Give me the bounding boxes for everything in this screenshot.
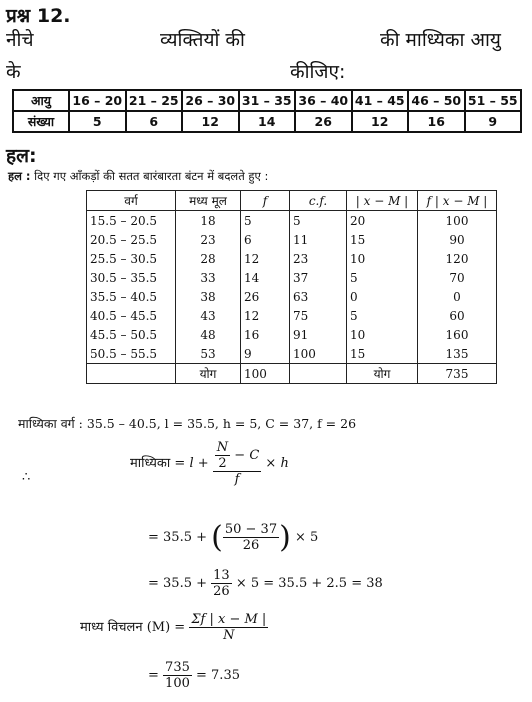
table-cell: 120 — [418, 249, 497, 268]
table-cell: 53 — [176, 344, 241, 364]
table-cell: 60 — [418, 306, 497, 325]
step1-numerator: 50 − 37 — [224, 522, 278, 537]
table-cell: 160 — [418, 325, 497, 344]
table-cell: 15.5 – 20.5 — [87, 211, 176, 231]
age-cell: 16 – 20 — [69, 90, 126, 111]
median-step-1 — [148, 520, 318, 555]
median-class-label: माध्यिका वर्ग : — [18, 416, 83, 431]
table-cell: 10 — [347, 249, 418, 268]
age-row — [13, 90, 521, 111]
step1-denominator: 26 — [242, 538, 260, 553]
frequency-table-footer — [87, 364, 497, 384]
table-cell: 20 — [347, 211, 418, 231]
median-formula — [130, 440, 289, 487]
table-cell: 15 — [347, 230, 418, 249]
table-cell: 100 — [418, 211, 497, 231]
count-cell: 14 — [239, 111, 296, 132]
count-row — [13, 111, 521, 132]
table-cell: 16 — [241, 325, 290, 344]
footer-total-label: योग — [176, 364, 241, 384]
table-cell: 5 — [347, 268, 418, 287]
table-cell: 45.5 – 50.5 — [87, 325, 176, 344]
age-cell: 36 – 40 — [295, 90, 352, 111]
formula-two: 2 — [218, 456, 227, 471]
table-cell: 30.5 – 35.5 — [87, 268, 176, 287]
table-cell: 12 — [241, 306, 290, 325]
table-row — [87, 325, 497, 344]
formula-f: f — [234, 472, 240, 487]
formula-times-h: × h — [265, 456, 289, 471]
table-row — [87, 211, 497, 231]
table-cell: 43 — [176, 306, 241, 325]
final-numerator: 735 — [165, 660, 190, 675]
footer-total-deviation: 735 — [418, 364, 497, 384]
step1-prefix: = 35.5 + — [148, 530, 207, 545]
formula-numerator — [213, 440, 262, 472]
table-cell: 9 — [241, 344, 290, 364]
age-cell: 41 – 45 — [352, 90, 409, 111]
age-cell: 26 – 30 — [182, 90, 239, 111]
col-header-deviation: | x − M | — [347, 191, 418, 211]
question-text-line1-left: नीचे — [6, 29, 34, 51]
table-cell: 14 — [241, 268, 290, 287]
table-cell: 37 — [290, 268, 347, 287]
therefore-symbol: ∴ — [22, 470, 31, 485]
table-cell: 48 — [176, 325, 241, 344]
table-cell: 6 — [241, 230, 290, 249]
final-prefix: = — [148, 668, 159, 683]
table-cell: 20.5 – 25.5 — [87, 230, 176, 249]
count-cell: 5 — [69, 111, 126, 132]
table-cell: 5 — [241, 211, 290, 231]
mad-numerator: Σf | x − M | — [191, 612, 267, 627]
solution-intro-bold: हल : — [8, 169, 31, 183]
footer-total-frequency: 100 — [241, 364, 290, 384]
footer-cell — [290, 364, 347, 384]
table-row — [87, 268, 497, 287]
age-cell: 21 – 25 — [126, 90, 183, 111]
col-header-weighted-deviation: f | x − M | — [418, 191, 497, 211]
final-suffix: = 7.35 — [196, 668, 240, 683]
formula-l: l + — [189, 456, 209, 471]
table-cell: 75 — [290, 306, 347, 325]
count-cell: 6 — [126, 111, 183, 132]
table-cell: 12 — [241, 249, 290, 268]
table-cell: 28 — [176, 249, 241, 268]
question-text-line1-right: की माध्यिका आयु — [380, 29, 501, 51]
step2-fraction — [211, 568, 232, 599]
final-denominator: 100 — [165, 676, 190, 691]
table-cell: 0 — [347, 287, 418, 306]
table-cell: 15 — [347, 344, 418, 364]
age-header: आयु — [13, 90, 69, 111]
table-cell: 10 — [347, 325, 418, 344]
n-over-2 — [215, 440, 230, 471]
col-header-midpoint: मध्य मूल — [176, 191, 241, 211]
age-cell: 46 – 50 — [408, 90, 465, 111]
table-cell: 63 — [290, 287, 347, 306]
table-cell: 0 — [418, 287, 497, 306]
count-cell: 16 — [408, 111, 465, 132]
frequency-table-body — [87, 211, 497, 364]
table-cell: 11 — [290, 230, 347, 249]
mad-label: माध्य विचलन (M) = — [80, 620, 186, 635]
table-cell: 26 — [241, 287, 290, 306]
table-cell: 5 — [290, 211, 347, 231]
count-cell: 9 — [465, 111, 522, 132]
final-fraction — [163, 660, 192, 691]
col-header-class: वर्ग — [87, 191, 176, 211]
footer-cell — [87, 364, 176, 384]
table-row — [87, 344, 497, 364]
table-cell: 40.5 – 45.5 — [87, 306, 176, 325]
count-cell: 12 — [352, 111, 409, 132]
col-header-frequency: f — [241, 191, 290, 211]
solution-intro — [8, 169, 268, 184]
frequency-table — [86, 190, 497, 384]
formula-fraction — [213, 440, 262, 487]
median-label: माध्यिका = — [130, 456, 186, 471]
median-step-2 — [148, 568, 383, 599]
table-cell: 91 — [290, 325, 347, 344]
col-header-cumulative: c.f. — [290, 191, 347, 211]
mad-fraction — [189, 612, 268, 643]
table-row — [87, 249, 497, 268]
step2-prefix: = 35.5 + — [148, 576, 207, 591]
footer-total-label: योग — [347, 364, 418, 384]
question-text-line2-left: के — [6, 61, 21, 83]
step1-fraction — [223, 522, 279, 553]
frequency-table-header — [87, 191, 497, 211]
mad-denominator: N — [223, 628, 235, 643]
mean-deviation-result — [148, 660, 240, 691]
table-cell: 35.5 – 40.5 — [87, 287, 176, 306]
table-cell: 135 — [418, 344, 497, 364]
question-title: प्रश्न 12. — [6, 5, 71, 27]
table-cell: 33 — [176, 268, 241, 287]
table-cell: 5 — [347, 306, 418, 325]
table-cell: 38 — [176, 287, 241, 306]
solution-heading: हल: — [6, 145, 37, 167]
step2-numerator: 13 — [213, 568, 230, 583]
table-row — [87, 306, 497, 325]
step2-suffix: × 5 = 35.5 + 2.5 = 38 — [235, 576, 383, 591]
table-cell: 25.5 – 30.5 — [87, 249, 176, 268]
question-text-line2-right: कीजिए: — [290, 61, 346, 83]
table-row — [87, 230, 497, 249]
age-cell: 51 – 55 — [465, 90, 522, 111]
mean-deviation-formula — [80, 612, 268, 643]
formula-N: N — [216, 440, 229, 455]
table-cell: 23 — [290, 249, 347, 268]
step1-suffix: × 5 — [294, 530, 319, 545]
table-row — [87, 287, 497, 306]
table-cell: 100 — [290, 344, 347, 364]
table-cell: 18 — [176, 211, 241, 231]
right-paren: ) — [279, 520, 291, 555]
age-cell: 31 – 35 — [239, 90, 296, 111]
count-header: संख्या — [13, 111, 69, 132]
table-cell: 50.5 – 55.5 — [87, 344, 176, 364]
table-cell: 90 — [418, 230, 497, 249]
given-data-table — [12, 89, 522, 133]
count-cell: 26 — [295, 111, 352, 132]
median-class-line — [18, 415, 356, 432]
formula-minus-c: − C — [234, 448, 260, 463]
count-cell: 12 — [182, 111, 239, 132]
solution-intro-text: दिए गए आँकड़ों की सतत बारंबारता बंटन में बदलते हुए : — [34, 169, 269, 183]
question-text-line1-mid: व्यक्तियों की — [160, 29, 245, 51]
table-cell: 23 — [176, 230, 241, 249]
table-cell: 70 — [418, 268, 497, 287]
median-class-values: 35.5 – 40.5, l = 35.5, h = 5, C = 37, f = 26 — [86, 416, 357, 431]
step2-denominator: 26 — [213, 584, 230, 599]
left-paren: ( — [211, 520, 223, 555]
